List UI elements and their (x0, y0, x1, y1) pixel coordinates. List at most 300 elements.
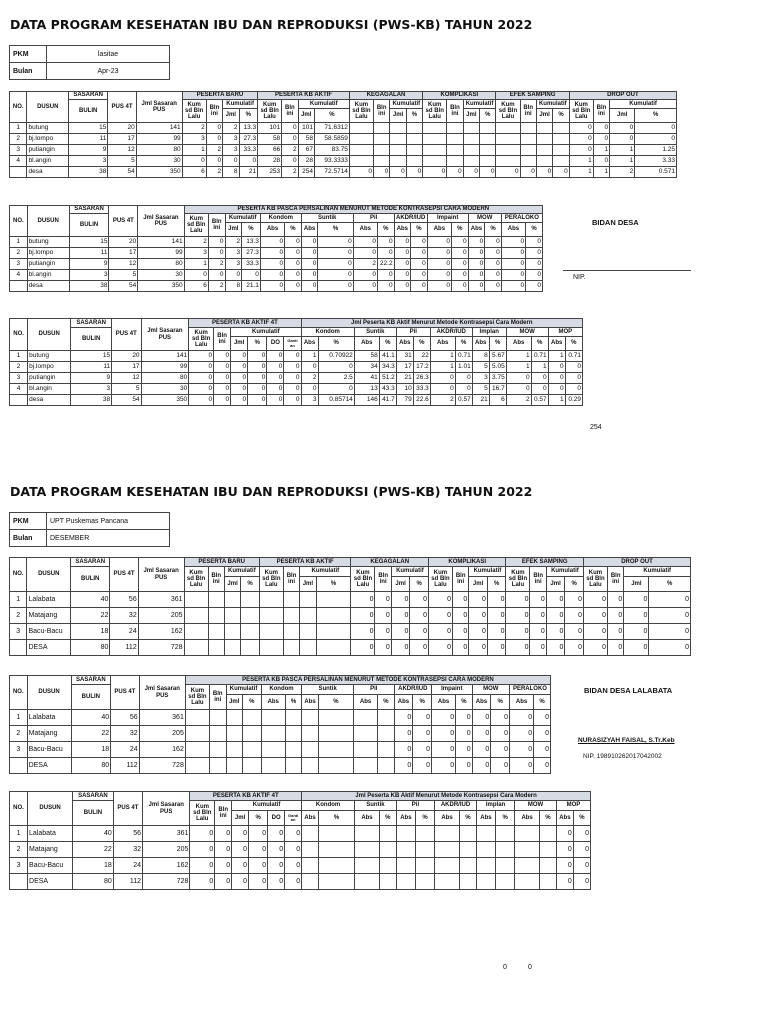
col-pil: Pil (353, 685, 394, 695)
table-cell: 13.3 (242, 237, 261, 248)
table-cell (447, 123, 463, 134)
table-cell: 1 (184, 259, 208, 270)
table-cell: 0 (353, 237, 377, 248)
col-jml: Jml (231, 337, 248, 351)
table-cell: 0 (285, 281, 302, 292)
group-kb-aktif: PESERTA KB AKTIF (258, 92, 350, 100)
table-cell: 1 (593, 145, 609, 156)
table-cell: 0 (565, 373, 582, 384)
table-cell: 0 (301, 384, 318, 395)
table-cell: 3 (182, 134, 206, 145)
table-cell (496, 858, 515, 874)
table-cell (184, 640, 208, 656)
table-cell: 3.75 (489, 373, 506, 384)
col-kum: Kum sd Bln Lalu (506, 567, 530, 592)
col-no: NO. (10, 319, 28, 351)
table-cell: 2 (610, 167, 635, 178)
table-cell: 0 (267, 384, 284, 395)
table-cell: 21 (239, 167, 258, 178)
table-cell: 0 (248, 395, 267, 406)
table-cell (261, 726, 285, 742)
col-mow: MOW (506, 328, 548, 337)
table-cell: 22.6 (413, 395, 430, 406)
table-cell: 8 (225, 281, 242, 292)
col-pct: % (406, 109, 422, 123)
table-cell: 0 (485, 281, 502, 292)
table-cell: 0 (480, 167, 496, 178)
table-cell: 0 (530, 624, 546, 640)
table-cell (390, 156, 406, 167)
table-cell (355, 842, 380, 858)
bulan-label: Bulan (10, 63, 47, 80)
table-cell: 32 (113, 842, 142, 858)
s2-table-pasca-persalinan (9, 675, 551, 774)
col-pct: % (410, 577, 429, 592)
table-cell: 0 (268, 842, 285, 858)
table-cell: 162 (138, 624, 184, 640)
table-cell: 0 (593, 134, 609, 145)
table-cell: 22 (71, 608, 110, 624)
table-cell (316, 608, 351, 624)
table-cell (536, 145, 552, 156)
col-pct: % (526, 223, 543, 237)
table-cell (261, 758, 285, 774)
table-cell: 79 (396, 395, 413, 406)
col-jml: Jml (610, 109, 635, 123)
col-kum: Kum sd Bln Lalu (423, 100, 447, 123)
col-sasaran: SASARAN (69, 92, 108, 100)
col-jml-sasaran: Jml Sasaran PUS (139, 676, 185, 710)
table-cell: 0 (373, 167, 389, 178)
table-cell (515, 842, 540, 858)
col-kumulatif: Kumulatif (624, 567, 691, 577)
table-cell: 2 (208, 281, 225, 292)
table-cell: 40 (71, 592, 110, 608)
col-abs: Abs (509, 695, 533, 710)
col-bulin: BULIN (69, 100, 108, 123)
table-cell: 0 (260, 237, 284, 248)
table-cell (378, 758, 394, 774)
table-cell: 0 (452, 281, 469, 292)
col-jml-sasaran: Jml Sasaran PUS (141, 319, 189, 351)
col-sasaran: SASARAN (69, 206, 109, 214)
table-cell (285, 742, 301, 758)
table-cell: 2 (208, 259, 225, 270)
table-row (10, 270, 543, 281)
table-cell: 83.75 (314, 145, 349, 156)
table-cell (283, 640, 299, 656)
dusun-name: Matajang (27, 726, 71, 742)
table-cell: 2 (506, 395, 531, 406)
table-cell (319, 826, 355, 842)
col-pct: % (378, 223, 395, 237)
table-cell: 3 (472, 373, 489, 384)
table-cell (302, 742, 318, 758)
table-cell: 1 (569, 167, 593, 178)
col-kumulatif: Kumulatif (231, 328, 301, 337)
table-cell: 13.3 (239, 123, 258, 134)
col-abs: Abs (261, 695, 285, 710)
table-cell: 0 (406, 167, 422, 178)
table-cell: 58 (298, 134, 314, 145)
table-cell: 0 (452, 640, 468, 656)
dusun-name: Lalabata (28, 826, 73, 842)
group-kb-aktif: PESERTA KB AKTIF (259, 558, 351, 567)
table-cell (390, 145, 406, 156)
table-cell: 0 (431, 726, 455, 742)
table-cell: 0 (468, 259, 485, 270)
table-cell (355, 874, 380, 890)
table-cell: 9 (71, 373, 112, 384)
table-cell: 0 (285, 237, 302, 248)
table-cell: 350 (141, 395, 189, 406)
col-jml: Jml (469, 577, 488, 592)
table-cell: 0.29 (565, 395, 582, 406)
table-cell: 0 (268, 826, 285, 842)
col-bulin: BULIN (71, 328, 112, 351)
table-row (10, 384, 583, 395)
col-pct: % (318, 337, 354, 351)
table-cell: 0 (248, 384, 267, 395)
table-cell: 38 (71, 395, 112, 406)
pkm-label: PKM (10, 513, 47, 530)
table-cell: 21 (472, 395, 489, 406)
table-cell (185, 742, 209, 758)
table-cell: 99 (141, 362, 189, 373)
table-cell (302, 874, 319, 890)
col-abs: Abs (435, 811, 460, 826)
col-jml: Jml (624, 577, 649, 592)
col-pct: % (456, 695, 472, 710)
table-cell: 0 (431, 742, 455, 758)
col-abs: Abs (548, 337, 565, 351)
table-cell (300, 608, 316, 624)
table-cell (480, 134, 496, 145)
table-cell: 5 (112, 384, 141, 395)
col-kumulatif: Kumulatif (610, 100, 677, 109)
dusun-name: bj.lompo (28, 362, 71, 373)
table-cell (210, 742, 226, 758)
dusun-name: putiangin (27, 145, 69, 156)
row-number (10, 167, 27, 178)
row-number: 1 (10, 123, 27, 134)
col-abs: Abs (394, 223, 411, 237)
col-bln-ini: Bln ini (607, 567, 623, 592)
table-cell: 0 (569, 123, 593, 134)
table-cell (476, 874, 495, 890)
table-cell: 0 (455, 384, 472, 395)
table-cell: 0 (472, 726, 491, 742)
col-abs: Abs (353, 223, 377, 237)
table-cell: 0 (520, 167, 536, 178)
table-cell: 0 (593, 156, 609, 167)
bidan-desa-lalabata-label: BIDAN DESA LALABATA (584, 686, 673, 695)
col-abs: Abs (260, 223, 284, 237)
col-pct: % (241, 577, 260, 592)
table-cell: 0 (391, 608, 410, 624)
table-cell (349, 123, 373, 134)
table-cell (353, 758, 377, 774)
table-cell: 28 (298, 156, 314, 167)
table-cell: 0 (573, 874, 590, 890)
table-cell: 253 (258, 167, 282, 178)
row-number: 1 (10, 237, 28, 248)
s2-table-peserta (9, 557, 691, 656)
table-cell: 0 (501, 237, 525, 248)
col-pct: % (318, 695, 353, 710)
col-abs: Abs (501, 223, 525, 237)
col-akdr: AKDR/IUD (430, 328, 472, 337)
table-cell: 0 (468, 248, 485, 259)
col-bln-ini: Bln ini (373, 100, 389, 123)
table-cell (459, 858, 476, 874)
table-cell (373, 156, 389, 167)
col-abs: Abs (394, 695, 413, 710)
col-dusun: DUSUN (27, 558, 71, 592)
col-pct: % (485, 223, 502, 237)
table-cell: 0 (427, 270, 451, 281)
table-cell: 24 (110, 624, 138, 640)
table-cell: 0 (301, 270, 318, 281)
table-cell: 0 (431, 710, 455, 726)
col-abs: Abs (353, 695, 377, 710)
table-cell: 0 (610, 123, 635, 134)
col-kum: Kum sd Bln Lalu (184, 214, 208, 237)
table-cell: 0 (214, 384, 231, 395)
col-bln-ini: Bln ini (375, 567, 391, 592)
bidan-desa-label: BIDAN DESA (592, 218, 639, 227)
table-cell: 54 (108, 167, 136, 178)
table-cell: 0 (428, 608, 452, 624)
table-cell (226, 726, 242, 742)
table-cell (285, 726, 301, 742)
table-cell: 0 (394, 248, 411, 259)
signature-line (563, 270, 691, 271)
col-pct: % (319, 811, 355, 826)
table-cell (224, 640, 240, 656)
col-pus: PUS 4T (108, 92, 136, 123)
col-jml: Jml (224, 577, 240, 592)
col-sasaran: SASARAN (71, 319, 112, 328)
table-cell: 0 (353, 248, 377, 259)
table-cell (435, 874, 460, 890)
table-cell (423, 145, 447, 156)
table-cell (283, 624, 299, 640)
table-cell: 162 (143, 858, 190, 874)
table-cell: 30 (138, 270, 184, 281)
table-cell (224, 592, 240, 608)
table-cell: 40 (73, 826, 114, 842)
table-cell (378, 726, 394, 742)
table-cell: 0 (456, 726, 472, 742)
section1-info (9, 45, 170, 80)
col-jml: Jml (390, 109, 406, 123)
table-cell: 0 (375, 608, 391, 624)
table-cell: 0 (530, 592, 546, 608)
table-cell: 0 (583, 592, 607, 608)
table-cell: 3.33 (635, 156, 677, 167)
col-suntik: Suntik (301, 214, 353, 223)
table-cell (316, 624, 351, 640)
table-row (10, 351, 583, 362)
col-kumulatif: Kumulatif (536, 100, 569, 109)
col-bln-ini: Bln ini (520, 100, 536, 123)
table-cell: 0 (184, 270, 208, 281)
table-cell: 0 (391, 592, 410, 608)
footer-value-2: 0 (528, 964, 532, 971)
table-cell: 0 (394, 726, 413, 742)
table-cell: 0 (394, 237, 411, 248)
table-cell: 0 (225, 270, 242, 281)
table-row (10, 362, 583, 373)
col-kumulatif: Kumulatif (232, 801, 302, 811)
table-cell: 5 (472, 362, 489, 373)
table-cell: 0 (284, 384, 301, 395)
table-cell: 24 (113, 858, 142, 874)
table-cell: 0 (189, 362, 214, 373)
col-kondom: Kondom (261, 685, 302, 695)
dusun-name: Matajang (27, 608, 71, 624)
table-cell: 2 (223, 123, 239, 134)
table-cell (184, 592, 208, 608)
col-bulin: BULIN (73, 801, 114, 826)
table-cell: 0 (285, 259, 302, 270)
table-cell: 0 (452, 270, 469, 281)
table-cell: 0 (208, 248, 225, 259)
table-cell: 0 (452, 237, 469, 248)
table-cell: 0 (267, 351, 284, 362)
table-cell: 0 (301, 237, 318, 248)
dusun-name: desa (27, 281, 69, 292)
table-cell: 0 (469, 640, 488, 656)
col-jml: Jml (232, 811, 249, 826)
table-cell: 72.5714 (314, 167, 349, 178)
table-cell: 0 (284, 395, 301, 406)
col-pct: % (649, 577, 691, 592)
table-cell (463, 156, 479, 167)
row-number: 1 (10, 592, 27, 608)
table-cell: 0.71 (565, 351, 582, 362)
table-cell: 0 (569, 145, 593, 156)
table-cell: 0 (394, 270, 411, 281)
table-cell: 0 (565, 608, 584, 624)
table-cell: 1 (548, 395, 565, 406)
table-cell: 0 (455, 373, 472, 384)
table-cell: 12 (109, 259, 138, 270)
table-cell: 0 (546, 608, 565, 624)
table-cell: 18 (71, 624, 110, 640)
table-cell: 0 (318, 259, 353, 270)
table-cell: 0 (301, 362, 318, 373)
col-abs: Abs (472, 695, 491, 710)
table-cell (318, 758, 353, 774)
table-cell: 0 (624, 624, 649, 640)
table-cell: 361 (143, 826, 190, 842)
table-cell: 2 (430, 395, 455, 406)
table-row (10, 624, 691, 640)
table-cell: 3 (69, 156, 108, 167)
table-cell: 26.3 (413, 373, 430, 384)
table-cell: 33.3 (239, 145, 258, 156)
table-cell: 0 (267, 362, 284, 373)
table-cell: 80 (138, 259, 184, 270)
table-cell: 0 (189, 373, 214, 384)
table-cell: 0 (556, 874, 573, 890)
table-cell: 0 (607, 592, 623, 608)
col-bln-ini: Bln ini (530, 567, 546, 592)
col-abs: Abs (301, 223, 318, 237)
table-cell: 0 (248, 351, 267, 362)
table-cell: 0 (635, 134, 677, 145)
col-jml: Jml (298, 109, 314, 123)
table-cell: 0 (526, 248, 543, 259)
table-cell: 0 (190, 858, 215, 874)
row-number: 4 (10, 384, 28, 395)
table-cell: 0 (375, 592, 391, 608)
col-sasaran: SASARAN (73, 792, 114, 801)
col-mop: MOP (548, 328, 582, 337)
table-cell (480, 145, 496, 156)
table-cell: 0 (318, 362, 354, 373)
table-cell (496, 145, 520, 156)
col-suntik: Suntik (354, 328, 396, 337)
table-cell: 0 (546, 592, 565, 608)
table-cell: 38 (69, 167, 108, 178)
col-peraloko: PERALOKO (501, 214, 542, 223)
table-cell: 361 (139, 710, 185, 726)
table-cell: 0 (413, 726, 432, 742)
table-row (10, 123, 677, 134)
table-cell: 3 (301, 395, 318, 406)
table-cell: 0 (506, 608, 530, 624)
col-no: NO. (10, 792, 28, 826)
section2-title: DATA PROGRAM KESEHATAN IBU DAN REPRODUKSI (PWS-KB) TAHUN 2022 (10, 484, 533, 499)
table-cell: 17 (109, 248, 138, 259)
table-cell: 0 (285, 842, 302, 858)
table-cell: 0 (285, 874, 302, 890)
dusun-name: butung (27, 237, 69, 248)
total-aktif: 254 (590, 424, 602, 431)
table-cell (259, 624, 283, 640)
col-kum: Kum sd Bln Lalu (184, 567, 208, 592)
table-cell: 0 (394, 259, 411, 270)
col-jml-sasaran: Jml Sasaran PUS (143, 792, 190, 826)
table-cell: 22 (71, 726, 111, 742)
table-cell (390, 123, 406, 134)
table-cell (319, 874, 355, 890)
col-pct: % (314, 109, 349, 123)
col-pct: % (413, 695, 432, 710)
table-cell: 0.571 (635, 167, 677, 178)
table-cell: 0 (378, 237, 395, 248)
table-cell (210, 758, 226, 774)
table-cell: 0 (556, 826, 573, 842)
col-kumulatif: Kumulatif (225, 214, 260, 223)
col-abs: Abs (396, 337, 413, 351)
col-pct: % (411, 223, 428, 237)
table-cell: 9 (69, 145, 108, 156)
table-cell (373, 123, 389, 134)
table-cell: 15 (71, 351, 112, 362)
table-cell: 3 (184, 248, 208, 259)
table-cell: 0 (232, 874, 249, 890)
table-cell: 28 (258, 156, 282, 167)
table-cell: 0 (452, 248, 469, 259)
bulan-value: Apr-23 (47, 63, 170, 80)
col-pct: % (242, 223, 261, 237)
table-row (10, 281, 543, 292)
col-akdr: AKDR/IUD (435, 801, 477, 811)
